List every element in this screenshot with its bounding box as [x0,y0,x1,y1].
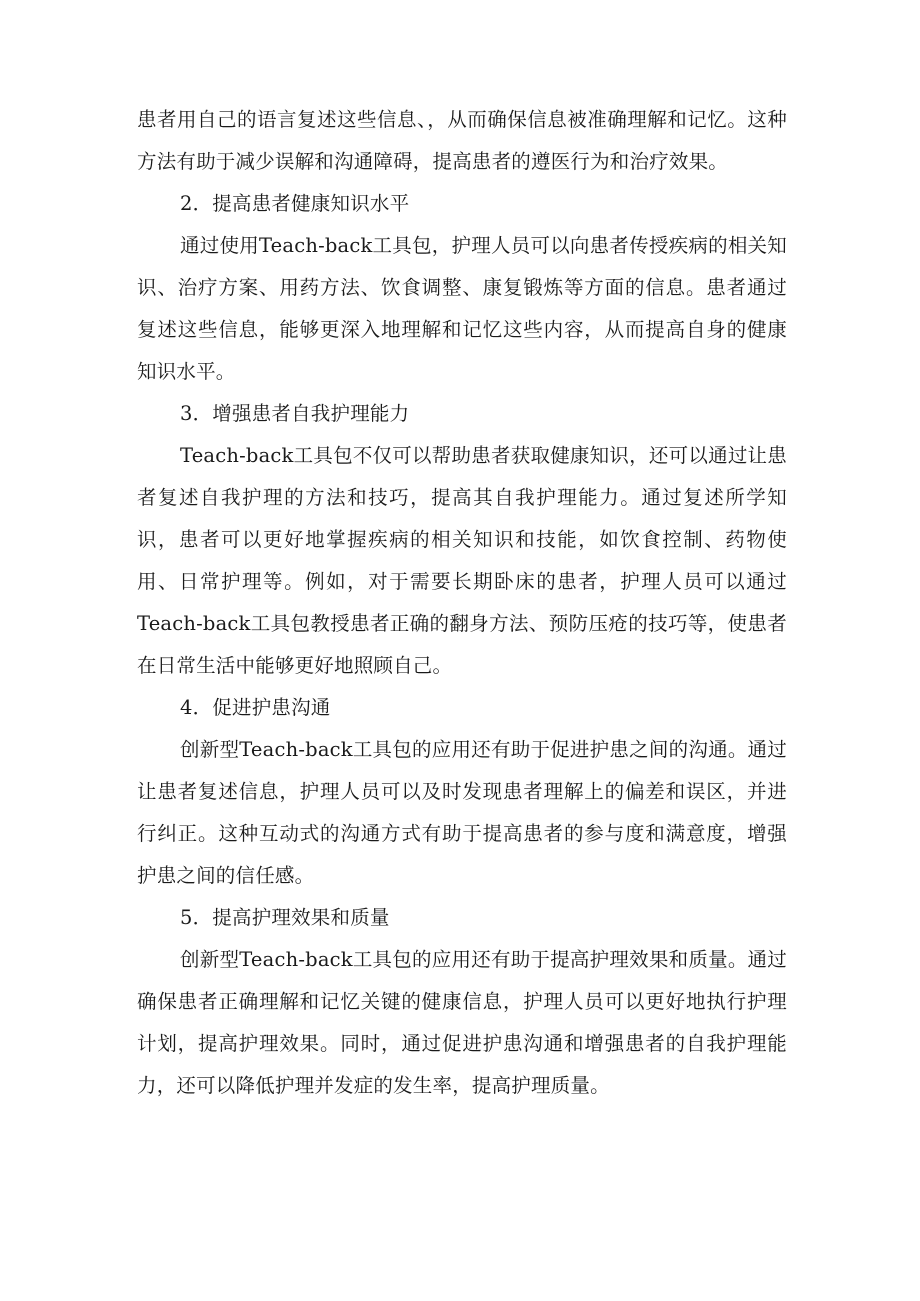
section-self-care [137,393,787,687]
section-heading: 4．促进护患沟通 [180,696,331,719]
section-communication [137,687,787,897]
section-paragraph: 创新型Teach-back工具包的应用还有助于促进护患之间的沟通。通过让患者复述信息，护理人员可以及时发现患者理解上的偏差和误区，并进行纠正。这种互动式的沟通方式有助于提高患者的参与度和满意度，增强护患之间的信任感。 [137,738,787,887]
section-health-knowledge [137,183,787,393]
section-heading: 3．增强患者自我护理能力 [180,402,410,425]
intro-paragraph: 患者用自己的语言复述这些信息、，从而确保信息被准确理解和记忆。这种方法有助于减少误解和沟通障碍，提高患者的遵医行为和治疗效果。 [137,108,787,173]
section-paragraph: 通过使用Teach-back工具包，护理人员可以向患者传授疾病的相关知识、治疗方案、用药方法、饮食调整、康复锻炼等方面的信息。患者通过复述这些信息，能够更深入地理解和记忆这些内容，从而提高自身的健康知识水平。 [137,234,787,383]
section-heading: 2．提高患者健康知识水平 [180,192,410,215]
section-nursing-quality [137,897,787,1107]
section-heading: 5．提高护理效果和质量 [180,906,390,929]
section-paragraph: 创新型Teach-back工具包的应用还有助于提高护理效果和质量。通过确保患者正确理解和记忆关键的健康信息，护理人员可以更好地执行护理计划，提高护理效果。同时，通过促进护患沟通和增强患者的自我护理能力，还可以降低护理并发症的发生率，提高护理质量。 [137,948,787,1097]
section-paragraph: Teach-back工具包不仅可以帮助患者获取健康知识，还可以通过让患者复述自我护理的方法和技巧，提高其自我护理能力。通过复述所学知识，患者可以更好地掌握疾病的相关知识和技能，如饮食控制、药物使用、日常护理等。例如，对于需要长期卧床的患者，护理人员可以通过Teach-back工具包教授患者正确的翻身方法、预防压疮的技巧等，使患者在日常生活中能够更好地照顾自己。 [137,444,787,677]
document-body [137,99,787,1107]
